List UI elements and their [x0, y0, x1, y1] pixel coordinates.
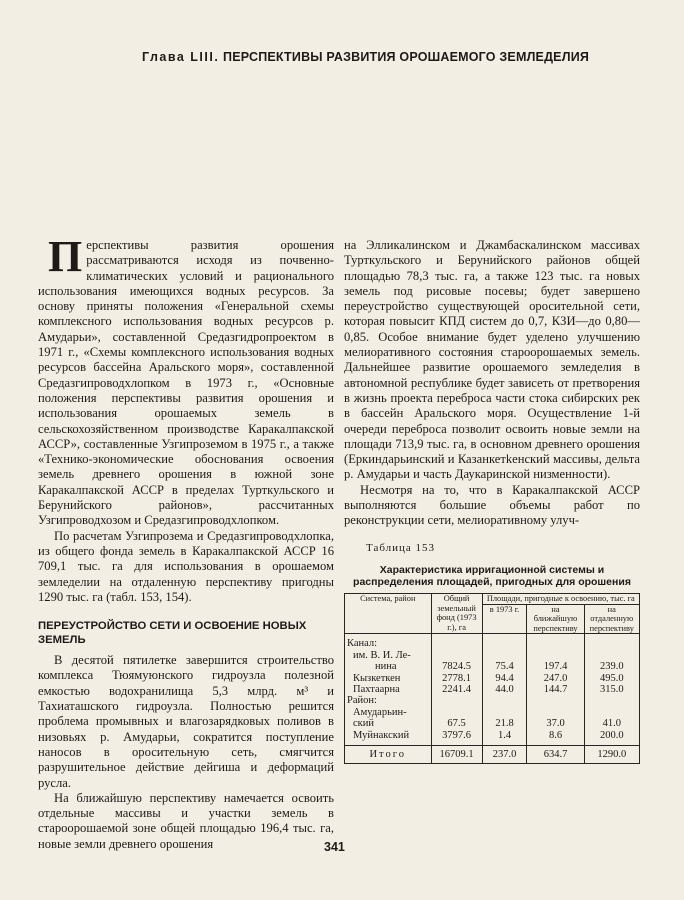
table-row: Пахтаарна 2241.4 44.0 144.7 315.0	[345, 684, 640, 695]
table-row: ский 67.5 21.8 37.0 41.0	[345, 718, 640, 729]
table-row: Муйнакский 3797.6 1.4 8.6 200.0	[345, 730, 640, 746]
header-suitable: Площади, пригодные к освоению, тыс. га	[482, 593, 639, 604]
section-subheading: ПЕРЕУСТРОЙСТВО СЕТИ И ОСВОЕНИЕ НОВЫХ ЗЕМЕЛЬ	[38, 620, 307, 647]
table-row: Район:	[345, 695, 640, 706]
header-fund: Общий земельный фонд (1973 г.), га	[431, 593, 482, 633]
header-far: на отдаленную перспективу	[584, 604, 639, 634]
right-column	[344, 238, 640, 764]
paragraph-calculations: По расчетам Узгипрозема и Средазгипроводхлопка, из общего фонда земель в Каракалпакской АССР 16 709,1 тыс. га для использования в орошаемом земледелии на отдаленную перспективу пригодны 1290 тыс. га (табл. 153, 154).	[38, 528, 334, 604]
header-near: на ближайшую перспективу	[527, 604, 584, 634]
table-caption: Характеристика ирригационной системы и распределения площадей, пригодных для орошения	[353, 563, 631, 589]
page-number: 341	[324, 840, 345, 854]
table-number: Таблица 153	[366, 541, 436, 554]
table-row: Амударьин-	[345, 707, 640, 718]
chapter-title: ПЕРСПЕКТИВЫ РАЗВИТИЯ ОРОШАЕМОГО ЗЕМЛЕДЕЛИЯ	[223, 50, 590, 64]
intro-text: ерспективы развития орошения рассматриваются исходя из почвенно-климатических условий и рационального использования имеющихся водных ресурсов. За основу приняты положения «Генеральной схемы комплексного использования водных ресурсов р. Амударьи», составленной Средазгидропроектом в 1971 г., «Схемы комплексного использования водных ресурсов бассейна Аральского моря», составленной Средазгипроводхлопком в 1973 г., «Основные положения перспективы развития орошения и использования орошаемых земель в сельскохозяйственном производстве Каракалпакской АССР», составленные Узгипроземом в 1975 г., а также «Технико-экономические обоснования освоения земель древнего орошения в южной зоне Каракалпакской АССР в пределах Турткульского и Берунийского районов», рассчитанных Узгипроводхозом и Средазгипроводхлопком.	[38, 238, 334, 528]
table-row: нина 7824.5 75.4 197.4 239.0	[345, 661, 640, 672]
table-row: Кызкеткен 2778.1 94.4 247.0 495.0	[345, 673, 640, 684]
paragraph-continuation: на Элликалинском и Джамбаскалинском массивах Турткульского и Берунийского районов общей площадью 78,3 тыс. га, а также 123 тыс. га новых земель под рисовые посевы; будет завершено переустройство существующей оросительной сети, которая повысит КПД систем до 0,7, КЗИ—до 0,80—0,85. Особое внимание будет уделено улучшению мелиоративного состояния староорошаемых земель. Дальнейшее развитие орошаемого земледелия в автономной республике будет зависеть от претворения в жизнь проекта переброса части стока сибирских рек в бассейн Аральского моря. Осуществление 1-й очереди переброса позволит освоить новые земли на площади 713,9 тыс. га, в основном древнего орошения (Еркиндарьинский и Казанкетkенский массивы, дельта р. Амударьи и часть Даукаринской низменности).	[344, 238, 640, 482]
table-row: Канал:	[345, 634, 640, 650]
table-row: им. В. И. Ле-	[345, 650, 640, 661]
table-total-row: Итого 16709.1 237.0 634.7 1290.0	[345, 745, 640, 763]
paragraph-reconstruction: Несмотря на то, что в Каракалпакской АССР выполняются большие объемы работ по реконструкции сети, мелиоративному улуч-	[344, 482, 640, 528]
drop-cap: П	[48, 232, 83, 281]
header-system: Система, район	[345, 593, 432, 633]
paragraph-intro	[38, 232, 334, 529]
paragraph-near-term: На ближайшую перспективу намечается освоить отдельные массивы и участки земель в староорошаемой зоне общей площадью 196,4 тыс. га, новые земли древнего орошения	[38, 790, 334, 851]
irrigation-table	[344, 593, 640, 764]
paragraph-five-year-plan: В десятой пятилетке завершится строительство комплекса Тюямуюнского гидроузла полезной емкостью водохранилища 5,3 млрд. м³ и Тахиаташского гидроузла. Полностью решится проблема промывных и влагозарядковых поливов в низовьях р. Амударьи, сократится поступление наносов в оросительную сеть, смягчится разрушительное действие дейгиша и деформаций русла.	[38, 653, 334, 790]
left-column	[38, 232, 334, 852]
header-1973: в 1973 г.	[482, 604, 527, 634]
running-header	[142, 50, 642, 64]
chapter-label: Глава LIII.	[142, 50, 220, 64]
